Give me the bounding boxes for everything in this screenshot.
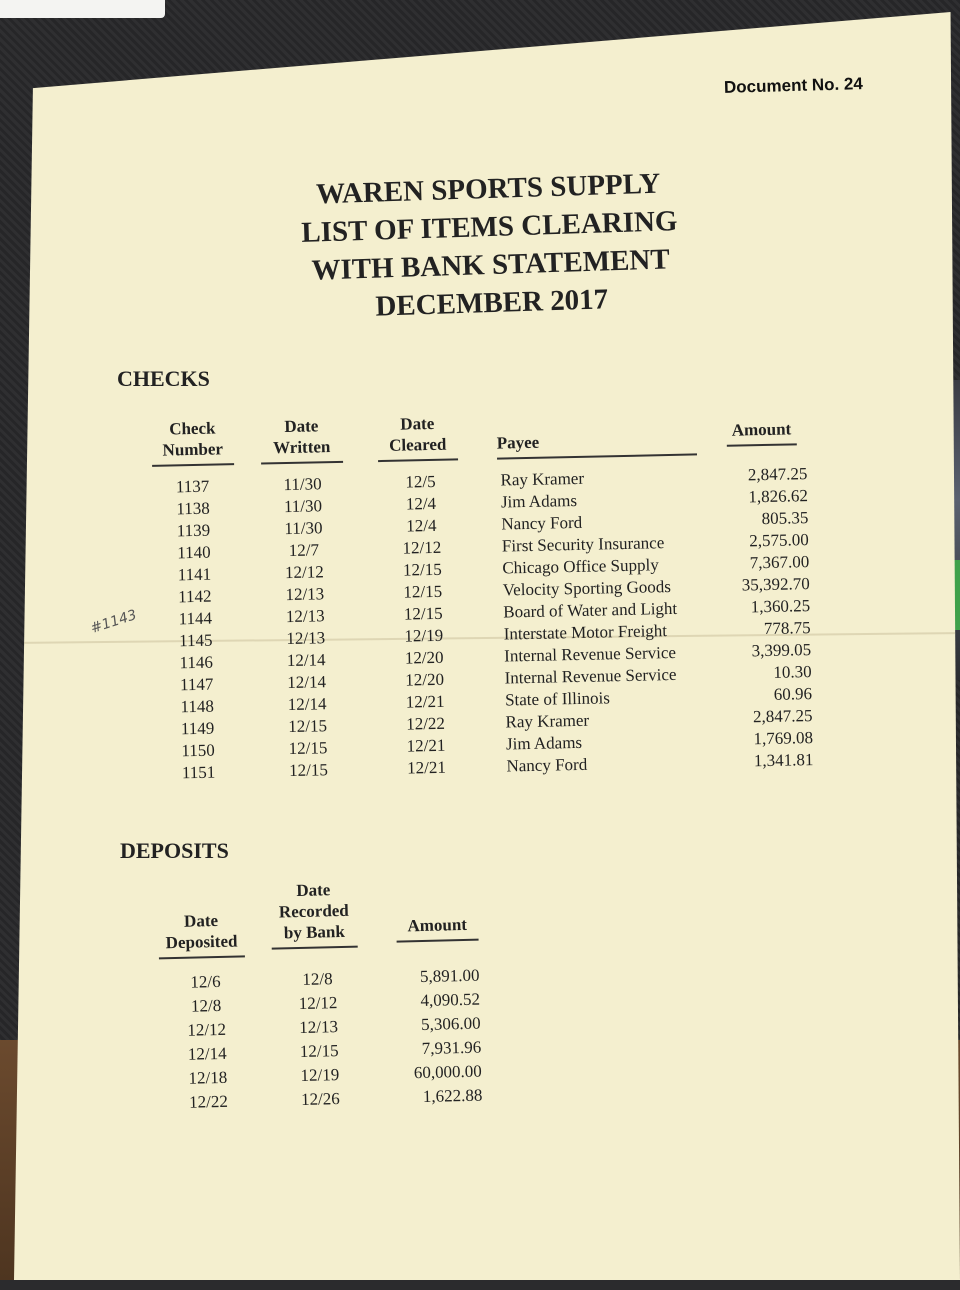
date-written-cell: 12/15: [288, 716, 328, 737]
title-line: WITH BANK STATEMENT: [311, 243, 671, 287]
date-written-cell: 11/30: [283, 496, 323, 517]
deposit-amount-column: [379, 964, 482, 1110]
header-check-number: Check Number: [151, 417, 234, 467]
date-written-cell: 12/14: [287, 672, 327, 693]
deposit-amount-cell: 1,622.88: [422, 1085, 483, 1107]
check-number-cell: 1149: [180, 718, 215, 739]
date-cleared-cell: 12/4: [406, 515, 437, 536]
date-deposited-cell: 12/22: [188, 1091, 229, 1112]
date-cleared-cell: 12/21: [406, 757, 447, 778]
deposits-heading: DEPOSITS: [120, 838, 229, 863]
date-deposited-column: [167, 969, 246, 1115]
check-number-cell: 1146: [179, 652, 214, 673]
date-cleared-cell: 12/4: [405, 493, 437, 514]
payee-cell: Internal Revenue Service: [503, 642, 677, 666]
date-written-cell: 12/13: [285, 584, 325, 605]
payee-cell: Nancy Ford: [506, 754, 588, 776]
date-recorded-cell: 12/13: [299, 1017, 339, 1038]
date-written-cell: 11/30: [283, 474, 322, 495]
amount-cell: 1,360.25: [750, 596, 811, 617]
date-deposited-cell: 12/6: [190, 971, 221, 992]
payee-cell: Ray Kramer: [505, 710, 590, 732]
date-deposited-cell: 12/12: [187, 1019, 227, 1040]
date-written-cell: 12/14: [286, 650, 326, 671]
amount-cell: 1,826.62: [748, 486, 809, 507]
date-cleared-cell: 12/15: [402, 559, 442, 580]
check-number-cell: 1140: [177, 542, 211, 563]
title-line: WAREN SPORTS SUPPLY: [315, 167, 661, 211]
check-number-cell: 1145: [178, 630, 213, 651]
check-number-cell: 1138: [176, 498, 210, 519]
payee-cell: Chicago Office Supply: [502, 555, 659, 578]
date-written-cell: 12/14: [287, 694, 327, 715]
payee-cell: Internal Revenue Service: [504, 664, 677, 688]
amount-cell: 60.96: [773, 684, 813, 704]
date-written-cell: 12/12: [284, 562, 324, 583]
amount-cell: 3,399.05: [751, 640, 812, 661]
header-date-recorded: Date Recorded by Bank: [270, 879, 358, 950]
date-written-cell: 12/15: [288, 760, 329, 781]
date-cleared-cell: 12/15: [403, 603, 443, 624]
payee-cell: Jim Adams: [500, 490, 578, 512]
deposit-amount-cell: 4,090.52: [420, 989, 481, 1011]
header-date-cleared: Date Cleared: [377, 412, 458, 462]
date-recorded-cell: 12/15: [299, 1041, 339, 1062]
amount-cell: 778.75: [763, 618, 811, 639]
check-number-cell: 1139: [176, 520, 211, 541]
amount-cell: 35,392.70: [741, 574, 810, 595]
check-number-cell: 1151: [181, 762, 216, 783]
date-cleared-cell: 12/12: [402, 537, 442, 558]
amount-cell: 2,847.25: [752, 706, 813, 727]
amount-cell: 10.30: [773, 662, 812, 682]
payee-cell: First Security Insurance: [501, 533, 665, 556]
deposit-amount-cell: 5,306.00: [420, 1013, 481, 1035]
date-deposited-cell: 12/18: [188, 1067, 228, 1088]
deposit-amount-cell: 7,931.96: [421, 1037, 482, 1059]
date-recorded-column: [279, 967, 358, 1113]
deposit-amount-cell: 60,000.00: [413, 1061, 483, 1083]
date-written-cell: 11/30: [284, 518, 323, 539]
check-number-cell: 1144: [178, 608, 213, 629]
title-line: DECEMBER 2017: [374, 283, 609, 323]
date-written-cell: 12/13: [285, 606, 325, 627]
date-cleared-cell: 12/21: [406, 735, 446, 756]
amount-cell: 2,575.00: [749, 530, 810, 551]
date-recorded-cell: 12/8: [302, 969, 333, 989]
header-payee: Payee: [496, 428, 697, 459]
date-written-cell: 12/7: [288, 540, 320, 560]
amount-cell: 1,769.08: [753, 728, 814, 749]
payee-cell: Board of Water and Light: [503, 598, 678, 622]
check-number-cell: 1150: [181, 740, 215, 761]
header-date-deposited: Date Deposited: [158, 909, 245, 959]
date-written-cell: 12/15: [288, 738, 328, 759]
document-number: Document No. 24: [723, 74, 864, 97]
payee-cell: State of Illinois: [504, 688, 611, 710]
date-cleared-cell: 12/21: [405, 691, 445, 712]
date-written-cell: 12/13: [286, 628, 326, 649]
date-deposited-cell: 12/8: [190, 995, 222, 1016]
header-date-written: Date Written: [260, 415, 343, 465]
check-number-cell: 1148: [180, 696, 215, 717]
checks-heading: CHECKS: [117, 366, 210, 391]
date-cleared-cell: 12/22: [406, 713, 446, 734]
handwritten-note: #1143: [88, 607, 139, 637]
payee-cell: Ray Kramer: [500, 468, 585, 490]
date-cleared-cell: 12/19: [404, 625, 444, 646]
payee-cell: Jim Adams: [505, 732, 583, 754]
amount-cell: 2,847.25: [747, 464, 808, 485]
title-line: LIST OF ITEMS CLEARING: [300, 205, 678, 249]
check-number-cell: 1137: [175, 476, 210, 497]
date-recorded-cell: 12/19: [300, 1065, 340, 1086]
date-cleared-cell: 12/15: [403, 581, 443, 602]
check-number-cell: 1147: [179, 674, 214, 695]
payee-cell: Velocity Sporting Goods: [502, 577, 672, 600]
date-cleared-cell: 12/20: [405, 669, 445, 690]
deposit-amount-cell: 5,891.00: [419, 965, 480, 987]
date-cleared-cell: 12/20: [404, 647, 444, 668]
header-amount: Amount: [726, 418, 797, 446]
payee-cell: Nancy Ford: [501, 512, 583, 534]
amount-cell: 7,367.00: [749, 552, 810, 573]
date-deposited-cell: 12/14: [187, 1043, 227, 1064]
check-number-cell: 1142: [177, 586, 212, 607]
date-recorded-cell: 12/26: [300, 1089, 341, 1110]
date-cleared-cell: 12/5: [405, 471, 436, 492]
amount-cell: 805.35: [761, 508, 809, 529]
amount-cell: 1,341.81: [753, 750, 814, 771]
header-deposit-amount: Amount: [396, 914, 479, 943]
check-number-cell: 1141: [177, 564, 212, 585]
date-recorded-cell: 12/12: [298, 993, 338, 1014]
payee-cell: Interstate Motor Freight: [503, 621, 668, 644]
